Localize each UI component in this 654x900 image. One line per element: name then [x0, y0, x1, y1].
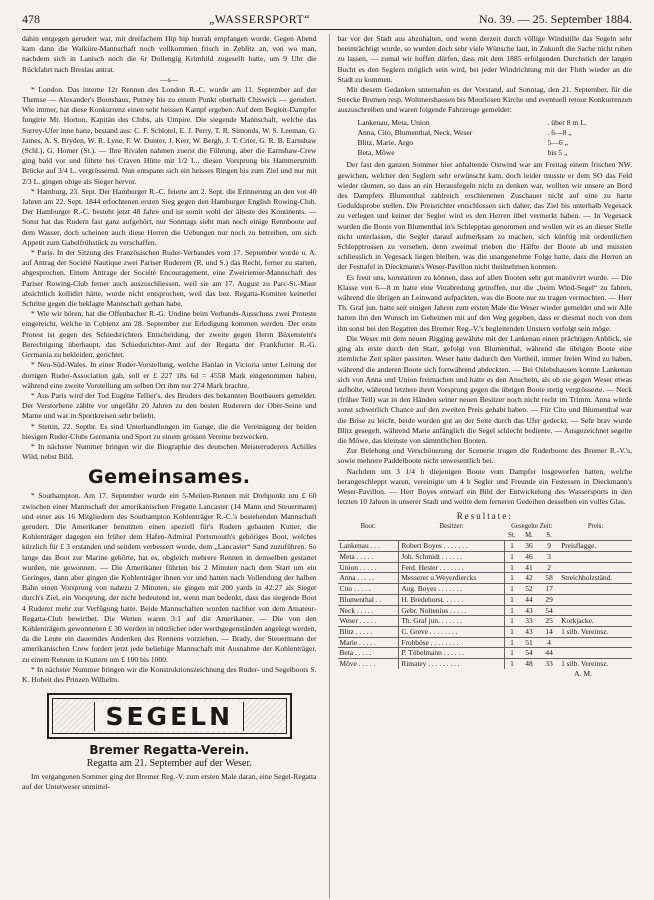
cell-preis	[559, 605, 632, 616]
cell-st: 1	[504, 584, 518, 595]
article-paragraph: Der fast den ganzen Sommer hier anhaltende Ostwind war am Freitag einem frischen NW. gewichen, welcher den Seglern sehr erwünscht kam, doch leider musste er dem SO das Feld wieder räumen, so dass an ein Herausfegeln nicht zu denken war, wollten wir unsere an Bord des Dampfers Blumenthal zahlreich erschienenen Zuschauer nicht auf eine zu harte Geduldsprobe stellen. Die Preisrichter entschlossen sich daher, das Ziel bis unterhalb Vegesack zu verlegen und keiner der Segler wird es den Herren übel vermerkt haben. — In Vegesack wurden die Boote von Blumenthal in's Schlepptau genommen und wollen wir es an dieser Stelle nicht unterlassen, die Segler darauf aufmerksam zu machen, sich künftig mit ordentlichen Schlepptrossen zu versehen, denn zweimal trieben die Hälfte der Boote ab und mussten schliesslich in Vegesack liegen bleiben, was die unangenehme Folge hatte, dass die Herren an der Festtafel in Dieckmann's Weser-Pavillon nicht theilnehmen konnten.	[337, 160, 632, 272]
cell-preis: Korkjacke.	[559, 616, 632, 627]
cell-m: 41	[519, 562, 539, 573]
cell-besitzer: Rimatey . . . . . . . . .	[399, 659, 505, 669]
article-paragraph: * Wie wir hören, hat die Offenbacher R.-G. Undine beim Verbands-Ausschuss zwei Proteste eingereicht, welche in Coblenz am 28. September zur Erledigung kommen werden. Der erste Protest ist gegen des Schiedsrichters Entscheidung, der zweite gegen Herrn Büxenstein's Berechtigung überhaupt, das Schiedsrichter-Amt auf der Regatta der Frankfurter R.-G. Germania zu bekleiden, gerichtet.	[22, 309, 317, 360]
cell-s: 3	[539, 552, 559, 563]
header-m: M.	[525, 532, 533, 540]
cell-boot: Cito . . . . .	[338, 584, 399, 595]
club-title: Bremer Regatta-Verein.	[89, 743, 250, 758]
page-header	[22, 12, 632, 30]
cell-m: 43	[519, 626, 539, 637]
cell-besitzer: Aug. Boyes . . . . . . .	[399, 584, 505, 595]
fleet-row: Blitz, Marie, Argo 5—6 „	[357, 138, 568, 148]
author-signature: A. M.	[574, 668, 592, 678]
cell-st: 1	[504, 659, 518, 669]
cell-besitzer: Robert Boyes . . . . . . .	[399, 541, 505, 552]
cell-s: 25	[539, 616, 559, 627]
article-paragraph: dahin entgegen gerudert war, mit dreifachem Hip hip hurrah empfangen wurde. Gegen Abend kam dann die Walküre-Mannschaft noch vollkommen frisch in Zeblitz an, von wo man, nachdem sich in Lanisch noch die 6r Dollengig Krimhild zugesellt hatte, um 9 Uhr die Rückfahrt nach Breslau antrat.	[22, 34, 317, 74]
article-paragraph: * Neu-Süd-Wales. In einer Ruder-Vorstellung, welche Hanlan in Victoria unter Leitung der dortigen Ruder-Association gab, soll er £ 227 18s 6d = 4558 Mark eingenommen haben, während eine zweite Vorstellung am selben Ort ihm nur 274 Mark brachte.	[22, 360, 317, 390]
header-st: St.	[508, 532, 516, 540]
cell-besitzer: Gebr. Noltenius . . . . .	[399, 605, 505, 616]
table-row	[338, 659, 633, 669]
header-besitzer: Besitzer:	[439, 523, 464, 531]
cell-s: 9	[539, 541, 559, 552]
cell-m: 51	[519, 637, 539, 648]
cell-besitzer: Joh. Schmidt . . . . . .	[399, 552, 505, 563]
results-table	[338, 522, 633, 668]
table-row	[338, 605, 633, 616]
table-row	[338, 648, 633, 659]
cell-s: 44	[539, 648, 559, 659]
article-paragraph: * Aus Paris wird der Tod Eugène Tellier's, des Bruders des bekannten Bootbauers gemeldet. Der Verstorbene zählte vor ungefähr 20 Jahren zu den besten Ruderern der Ober-Seine und Marne und war in Sportkreisen sehr beliebt.	[22, 390, 317, 421]
table-row	[338, 616, 633, 627]
table-row	[338, 541, 633, 552]
table-row	[338, 584, 633, 595]
cell-boot: Weser . . . . .	[338, 616, 399, 627]
issue-line: No. 39. — 25. September 1884.	[479, 12, 632, 26]
results-title: Resultate:	[456, 511, 513, 522]
right-column	[329, 34, 633, 899]
cell-m: 43	[519, 605, 539, 616]
cell-besitzer: P. Töbelmann . . . . . .	[399, 648, 505, 659]
article-paragraph: * Stettin, 22. Septbr. Es sind Unterhandlungen im Gange, die die Vereinigung der beiden hiesigen Ruder-Clubs Germania und Sport zu einem grossen Vereine bezwecken.	[22, 421, 317, 441]
fleet-list	[358, 118, 633, 159]
section-title-gemeinsames: Gemeinsames.	[87, 466, 251, 489]
cell-besitzer: Messerer u.Weyerdiercks	[399, 573, 505, 584]
club-subtitle: Regatta am 21. September auf der Weser.	[86, 758, 252, 770]
cell-besitzer: Ferd. Hester . . . . . . .	[399, 562, 505, 573]
article-paragraph: * Southampton. Am 17. September wurde ein 5-Meilen-Rennen mit Drehpunkt um £ 60 zwischen einer Mannschaft der amerikanischen Fregatte Lancaster (14 Mann und Steuermann) und einer aus 16 Mitgliedern des Southampton Kohlenträger R.-C.'s bestehenden Mannschaft gerudert. Die Amerikaner benutzten einen speziell für's Rudern gebauten Kutter, die Kohlenträger dagegen ein früher dem Hafen-Admiral Portsmouth's gehöriges Boot, welches kürzlich für £ 3 erstanden und seitdem verbessert wurde, dem „Lancaster“ Sand zuzuführen. So lange das Boot zur Marine gehörte, hat es, obgleich mehrere Rennen in demselben gestartet wurden, nie gewonnen. — Die Amerikaner führten bis 2 Minuten nach dem Start um ein Geringes, dann aber gingen die Kohlenträger ihnen vor und hatten nach Vollendung der halben Bahn einen Vorsprung von nahezu 2 Minuten, sie gingen mit 200 yards in 42:27 als Sieger durch's Ziel, ein Vorsprung, der nicht bedeutend ist, wenn man bedenkt, dass das siegende Boot 4 Ruderer mehr zur Verfügung hatte. Beide Mannschaften wurden nachher von dem Amateur-Regatta-Club bewirthet. Die Wetten waren 3:1 auf die Amerikaner. — Die von den Kohlenträgern gewonnenen £ 30 werden in nützlicher oder werthgegenständen angelegt werden, da die Leute ein dauerndes Andenken des Rennens vorziehen. — Brady, der Steuermann der amerikanischen Crew fordert jetzt jede beliebige Mannschaft mit Ausnahme der Kohlenträger, zu einem Rennen in Kuttern um £ 100 bis 1000.	[22, 491, 317, 664]
article-paragraph: Es freut uns, konstatiren zu können, dass auf allen Booten sehr gut manövrirt wurde. — Die Klasse von 6—8 m hatte eine Verabredung getroffen, nur die „beim Wind-Segel“ zu fahren, während die übrigen an Leinwand aufpackten, was die Boote nur zu tragen vermochten. — Herr Th. Graf jun. hatte seit einigen Jahren zum ersten Male die Weser wieder gemeldet und wir Alle hatten ihn den Wunsch im Geheimen mit auf den Weg gegeben, dass er diesmal noch von dem ihn sonst bei den Regatten des Bremer Reg.-V.'s begleitenden Unstern verfolgt sein möge.	[337, 272, 632, 333]
cell-st: 1	[504, 637, 518, 648]
article-paragraph: Zur Belebung und Verschönerung der Scenerie trugen die Ruderboote des Bremer R.-V.'s, sowie mehrere Paddelboote nicht unwesentlich bei.	[337, 446, 632, 466]
fleet-row: Anna, Cito, Blumenthal, Neck, Weser . 6—8 „	[357, 127, 572, 137]
cell-besitzer: H. Bredehorst. . . . . .	[399, 594, 505, 605]
cell-m: 54	[519, 648, 539, 659]
cell-preis	[559, 562, 632, 573]
segeln-logo: SEGELN	[94, 702, 244, 731]
cell-s: 54	[539, 605, 559, 616]
cell-boot: Neck . . . . .	[338, 605, 399, 616]
cell-preis: Streichholzständ.	[559, 573, 632, 584]
cell-s: 33	[539, 659, 559, 669]
publication-title: „WASSERSPORT“	[208, 12, 311, 26]
segeln-banner	[22, 693, 317, 739]
article-paragraph: bar vor der Stadt aus abzuhalten, und wenn derzeit durch völlige Windstille das Segeln sehr beeinträchtigt wurde, so wurden doch sehr viele Wünsche laut, in Zukunft die Sache nicht ruhen zu lassen, — zumal wir hoffen dürfen, dass mit dem 1885 erfolgenden Durchstich der langen Bucht es den Seglern möglich sein wird, bei jeder Windrichtung mit der Fluth wieder an die Stadt zu kommen.	[337, 34, 632, 84]
article-paragraph: * In nächster Nummer bringen wir die Biographie des deutschen Meisterruderers Achilles Wild, nebst Bild.	[22, 441, 317, 462]
table-row	[338, 637, 633, 648]
cell-boot: Anna . . . . .	[338, 573, 399, 584]
divider: —s—	[160, 74, 179, 84]
cell-m: 42	[519, 573, 539, 584]
article-paragraph: Im vergangenen Sommer ging der Bremer Reg.-V. zum ersten Male daran, eine Segel-Regatta auf der Unterweser unmittel-	[22, 772, 317, 792]
header-preis: Preis:	[587, 523, 604, 531]
cell-besitzer: Frohböse . . . . . . . .	[399, 637, 505, 648]
cell-preis	[559, 648, 632, 659]
article-paragraph: * In nächster Nummer bringen wir die Konstruktionszeichnung des Ruder- und Segelboots S. K. Hoheit des Prinzen Wilhelm.	[22, 664, 317, 684]
cell-preis: 1 silb. Vereinsz.	[559, 626, 632, 637]
cell-besitzer: C. Greve . . . . . . . .	[399, 626, 505, 637]
article-paragraph: Die Weser mit dem neuen Rigging gewährte mit der Lankenau einen prächtigen Anblick, sie ging als erste durch den Start, gefolgt von Blumenthal, während die übrigen Boote eine ziemliche Zeit später passirten. Weser hatte dadurch den Vortheil, immer freien Wind zu haben, während die anderen Boote sich fortwährend abdeckten. — Bei Oslebshausen konnte Lankenau sich von Anna und Union freimachen und hatte es den Anschein, als ob sie gegen Weser etwas aufholte, während letztere ihren Vorsprung gegen die übrigen Boote stetig vergrösserte. — Neck (früher Tell) war in den Händen seiner neuen Besitzer noch nicht recht im Trimm. Anna würde sonst schwerlich Chance auf den zweiten Preis gehabt haben. — Für Cito und Blumenthal war die Brise zu leicht, beide wurden gut an der Seite durch das Ufer gedeckt. — Sehr brav wurde Blitz gesegelt, während Marie anfänglich die Segel schlecht bediente. — Ausgezeichnet segelte die Möwe, das kleinste von sämmtlichen Booten.	[337, 333, 632, 445]
cell-st: 1	[504, 626, 518, 637]
fleet-row: Beta, Möwe bis 5 „	[357, 148, 568, 158]
cell-st: 1	[504, 541, 518, 552]
cell-m: 46	[519, 552, 539, 563]
table-row	[338, 562, 633, 573]
cell-boot: Meta . . . . .	[338, 552, 399, 563]
cell-st: 1	[504, 562, 518, 573]
cell-m: 48	[519, 659, 539, 669]
cell-st: 1	[504, 616, 518, 627]
cell-s: 2	[539, 562, 559, 573]
cell-st: 1	[504, 552, 518, 563]
cell-preis	[559, 584, 632, 595]
cell-st: 1	[504, 605, 518, 616]
article-paragraph: * London. Das interne 12r Rennen des London R.-C. wurde am 11. September auf der Themse — Alexander's Bootshaus, Putney bis zu einem Punkt oberhalb Chiswick — gerudert. Wie immer, hat diese Konkurrenz einen sehr heissen Kampf ergeben. Auf dem Begleit-Dampfer fungirte Mr. Horton, Kapitän des Clubs, als Umpire. Die siegende Mannschaft, welche das Surrey-Ufer inne hatte, bestand aus: C. F. Schlotel, E. J. Perry, T. R. Simonds, W. S. Leeman, G. James, A. S. Bryden, W. R. Lyne, F. W. Dunter, J. Kerr, W. Bergh, J. T. Crier, G. R. B. Earnshaw (Schl.), G. Homer (St.). — Ihre Rivalen nahmen zuerst die Führung, aber die Earnshaw-Crew ging bald vor und führte bei Craven Hütte mit 1/2 L., diesen Vorsprung bis Hammersmith Brücke auf 3/4 L. vergrössernd. Nun entspann sich ein heisses Ringen bis zum Ziel und nur mit 2/3 L. gingen obige als Sieger hervor.	[22, 84, 317, 186]
cell-st: 1	[504, 594, 518, 605]
article-paragraph: Nachdem um 3 1/4 h diejenigen Boote vom Dampfer losgeworfen hatten, welche herangeschleppt waren, vereinigte um 4 h Segler und Freunde ein Festessen in Dieckmann's Weser-Pavillon. — Herr Boyes entwarf ein Bild der Entwickelung des Wassersports in den letzten 10 Jahren in unserer Stadt und weilte dem ferneren Gedeihen desselben ein volles Glas.	[337, 466, 632, 507]
cell-preis	[559, 594, 632, 605]
cell-boot: Union . . . . .	[338, 562, 399, 573]
header-s: S.	[546, 532, 552, 540]
cell-s: 14	[539, 626, 559, 637]
cell-m: 36	[519, 541, 539, 552]
cell-m: 33	[519, 616, 539, 627]
cell-besitzer: Th. Graf jun. . . . . . .	[399, 616, 505, 627]
cell-m: 52	[519, 584, 539, 595]
article-paragraph: * Paris. In der Sitzung des Französischen Ruder-Verbandes vom 17. September wurde u. A. auf Antrag der Société Nautique zwei Pariser Ruderern (R. und S.) das Recht, ferner zu starten, abgesprochen. Einem Antrage der Société Encouragement, eine Zweiriemer-Mannschaft des Pariser Rowing-Club ferner auch auszuschliessen, weil sie am 17. August zu Parc-St.-Maur absichtlich kollidirt hätte, wurde nicht entsprochen, weil das bez. Regatta-Komitee keinerlei Schritte gegen die beklagte Mannschaft gethan habe.	[22, 248, 317, 309]
cell-s: 4	[539, 637, 559, 648]
cell-preis: Preisflagge.	[559, 541, 632, 552]
article-paragraph: * Hamburg, 23. Sept. Der Hamburger R.-C. feierte am 2. Sept. die Erinnerung an den vor 40 Jahren am 22. Sept. 1844 erfochtenen ersten Sieg gegen den Hamburger English Rowing-Club. Der Hamburger R.-C. besteht jetzt 48 Jahre und ist somit wohl der älteste des Kontinents. — Sonst hat das Rudern fast ganz aufgehört, nur Sonntags sieht man noch einige Rennboote auf dem Wasser, doch scheinen auch diese Herren die Uebungen nur noch zu betreiben, um sich Appetit zum Gabelfrühstück zu verschaffen.	[22, 186, 317, 247]
table-row	[338, 573, 633, 584]
header-zeit: Gesegelte Zeit:	[511, 523, 553, 531]
cell-preis: 1 silb. Vereinsz.	[559, 659, 632, 669]
table-row	[338, 594, 633, 605]
cell-preis	[559, 637, 632, 648]
left-column	[22, 34, 317, 899]
cell-s: 29	[539, 594, 559, 605]
cell-boot: Beta . . . . .	[338, 648, 399, 659]
cell-st: 1	[504, 648, 518, 659]
cell-boot: Blitz . . . . .	[338, 626, 399, 637]
page-number: 478	[22, 12, 40, 26]
table-row	[338, 626, 633, 637]
cell-boot: Lankenau . . .	[338, 541, 399, 552]
cell-m: 44	[519, 594, 539, 605]
cell-s: 58	[539, 573, 559, 584]
article-paragraph: Mit diesem Gedanken unternahm es der Vorstand, auf Sonntag, den 21. September, für die Strecke Bremen resp. Woltmershausen bis Moorlosen Kirche und eventuell retour Konkurrenzen auszuschreiben und waren folgende Fahrzeuge gemeldet:	[337, 85, 632, 115]
fleet-row: Lankenau, Meta, Union . über 8 m L.	[357, 117, 587, 127]
cell-boot: Möve . . . . .	[338, 659, 399, 669]
cell-st: 1	[504, 573, 518, 584]
cell-boot: Blumenthal . .	[338, 594, 399, 605]
header-boot: Boot:	[360, 523, 376, 531]
cell-preis	[559, 552, 632, 563]
table-row	[338, 552, 633, 563]
cell-s: 17	[539, 584, 559, 595]
cell-boot: Marie . . . . .	[338, 637, 399, 648]
